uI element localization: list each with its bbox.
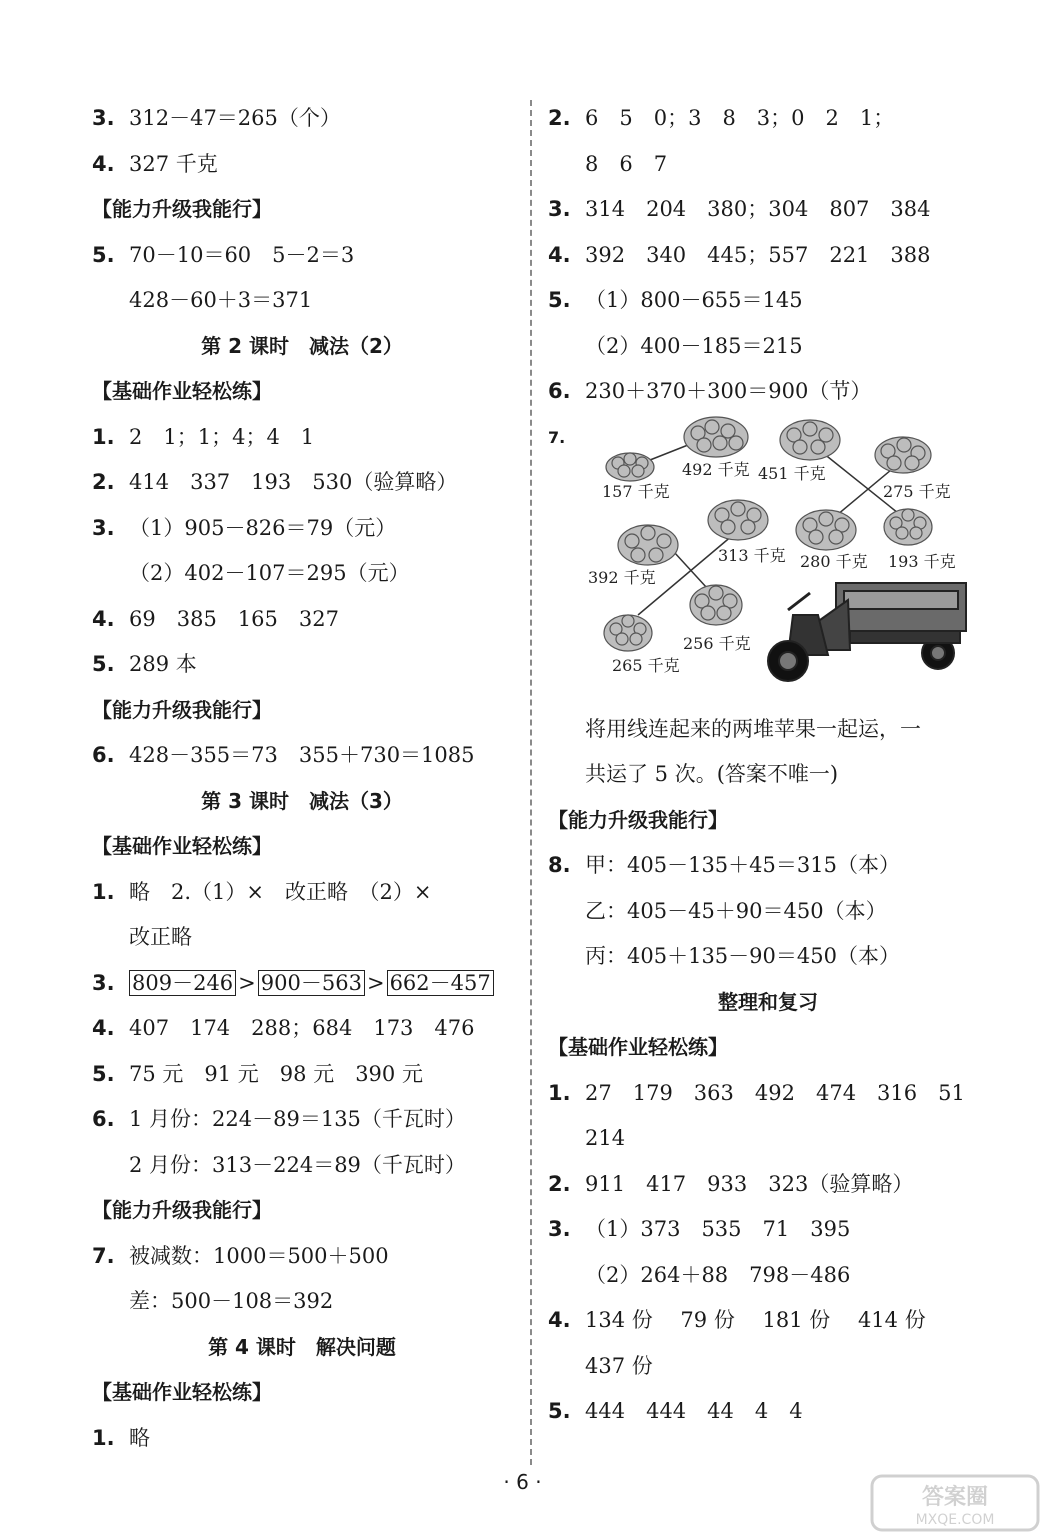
section-header: 【能力升级我能行】: [548, 807, 728, 832]
item-number: 4.: [548, 1308, 571, 1332]
answer-text: 被减数：1000＝500＋500: [129, 1243, 389, 1268]
item-number: 5.: [548, 1399, 571, 1423]
answer-line: [92, 460, 512, 506]
answer-text: 6 5 0；3 8 3；0 2 1；: [585, 106, 895, 130]
answer-line: [92, 642, 512, 688]
page-number: · 6 ·: [503, 1470, 542, 1494]
answer-line: [92, 1052, 512, 1098]
answer-line: [548, 843, 988, 889]
lesson-title: 整理和复习: [718, 989, 818, 1014]
section-header: 【基础作业轻松练】: [92, 834, 272, 858]
pile-label: 275 千克: [883, 481, 951, 501]
item-number: 6.: [92, 1107, 115, 1131]
answer-text: （1）800－655＝145: [585, 288, 803, 312]
answer-text: 312－47＝265（个）: [129, 106, 341, 130]
answer-line: [92, 1234, 512, 1280]
answer-text: 392 340 445；557 221 388: [585, 242, 931, 267]
answer-line: [548, 1071, 988, 1117]
apple-pile-492: [684, 417, 748, 457]
section-header: 【基础作业轻松练】: [92, 1380, 272, 1404]
item-number: 5.: [92, 652, 115, 676]
lesson-title: 第 3 课时 减法（3）: [201, 788, 403, 813]
item-number: 2.: [92, 470, 115, 494]
svg-text:MXQE.COM: MXQE.COM: [915, 1512, 995, 1528]
pile-label: 265 千克: [612, 655, 680, 675]
item-number: 4.: [92, 1016, 115, 1040]
item-number: 3.: [92, 515, 115, 540]
svg-text:答案圈: 答案圈: [921, 1485, 989, 1510]
item-number: 4.: [548, 242, 571, 267]
answer-continuation: 8 6 7: [585, 151, 668, 176]
lesson-title: 第 4 课时 解决问题: [208, 1334, 396, 1359]
pile-label: 157 千克: [602, 481, 670, 501]
answer-continuation: 差：500－108＝392: [129, 1289, 334, 1313]
answer-line: [92, 506, 512, 552]
pile-label: 313 千克: [718, 545, 786, 565]
apple-pile-313: [708, 500, 768, 540]
answer-line: [92, 1097, 512, 1143]
right-column: [548, 96, 988, 1435]
section-header: 【能力升级我能行】: [92, 197, 272, 221]
answer-continuation: 214: [585, 1126, 626, 1150]
item-number: 5.: [548, 288, 571, 312]
apple-pile-256: [690, 585, 742, 625]
answer-line: [92, 597, 512, 643]
pairing-line: [650, 445, 688, 460]
answer-text: 444 444 44 4 4: [585, 1399, 803, 1423]
answer-line: [92, 870, 512, 916]
answer-continuation: （2）264＋88 798－486: [585, 1262, 851, 1287]
answer-explanation: 将用线连起来的两堆苹果一起运，一: [585, 716, 921, 741]
apple-pile-392: [618, 525, 678, 565]
answer-text: 414 337 193 530（验算略）: [129, 470, 458, 494]
answer-line: [548, 278, 988, 324]
item-number: 6.: [92, 743, 115, 767]
greater-than-sign: >: [238, 970, 256, 995]
item-number: 1.: [548, 1080, 571, 1105]
answer-continuation: 437 份: [585, 1353, 653, 1378]
item-number: 7.: [92, 1243, 115, 1268]
answer-line: [548, 96, 988, 142]
item-number: 4.: [92, 606, 115, 631]
pile-label: 492 千克: [682, 459, 750, 479]
answer-text: 911 417 933 323（验算略）: [585, 1171, 914, 1196]
watermark-logo: [870, 1474, 1040, 1532]
answer-line: [548, 369, 988, 415]
answer-continuation: 2 月份：313－224＝89（千瓦时）: [129, 1152, 466, 1177]
item-number: 3.: [548, 1217, 571, 1241]
answer-line: [548, 1207, 988, 1253]
pile-label: 280 千克: [800, 551, 868, 571]
answer-line: [548, 1162, 988, 1208]
answer-explanation: 共运了 5 次。(答案不唯一): [585, 762, 839, 786]
answer-text: 134 份 79 份 181 份 414 份: [585, 1308, 926, 1332]
answer-text: （1）905－826＝79（元）: [129, 515, 397, 540]
answer-line: [92, 233, 512, 279]
answer-text: 27 179 363 492 474 316 51: [585, 1080, 965, 1105]
answer-line-comparison: [92, 961, 512, 1007]
answer-line: [92, 142, 512, 188]
answer-line: [92, 415, 512, 461]
item-number: 5.: [92, 1061, 115, 1086]
answer-continuation: 428－60＋3＝371: [129, 288, 313, 312]
answer-line: [92, 733, 512, 779]
item-number: 1.: [92, 879, 115, 904]
item-number: 3.: [92, 106, 115, 130]
apple-pile-451: [780, 420, 840, 460]
answer-line: [548, 187, 988, 233]
answer-text: 314 204 380；304 807 384: [585, 197, 931, 221]
answer-text: 230＋370＋300＝900（节）: [585, 379, 872, 403]
answer-text: 75 元 91 元 98 元 390 元: [129, 1061, 423, 1086]
answer-text: 2 1；1；4；4 1: [129, 424, 315, 449]
apple-pile-280: [796, 510, 856, 550]
answer-text: 70－10＝60 5－2＝3: [129, 242, 355, 267]
boxed-expression: 809－246: [129, 970, 236, 996]
item-number: 1.: [92, 1425, 115, 1450]
apple-pile-275: [875, 437, 931, 473]
answer-text: 327 千克: [129, 151, 218, 176]
answer-text: 69 385 165 327: [129, 606, 339, 631]
apple-pile-diagram: [548, 415, 988, 707]
pile-label: 256 千克: [683, 633, 751, 653]
item-number: 7.: [548, 427, 566, 447]
answer-line: [548, 1389, 988, 1435]
pile-label: 392 千克: [588, 567, 656, 587]
apple-pile-157: [606, 453, 654, 481]
apple-pile-265: [604, 615, 652, 651]
section-header: 【基础作业轻松练】: [92, 379, 272, 403]
boxed-expression: 900－563: [258, 970, 365, 996]
left-column: [92, 96, 512, 1461]
section-header: 【能力升级我能行】: [92, 697, 272, 722]
answer-text: 407 174 288；684 173 476: [129, 1016, 475, 1040]
answer-line: [92, 96, 512, 142]
answer-line: [548, 233, 988, 279]
answer-line: [548, 1298, 988, 1344]
apple-pile-193: [884, 509, 932, 545]
tricycle-truck-illustration: [768, 583, 966, 681]
section-header: 【基础作业轻松练】: [548, 1035, 728, 1059]
answer-text: 289 本: [129, 652, 197, 676]
answer-text: 略: [129, 1425, 150, 1450]
answer-text: 1 月份：224－89＝135（千瓦时）: [129, 1107, 466, 1131]
answer-text: 428－355＝73 355＋730＝1085: [129, 743, 475, 767]
answer-line: [92, 1006, 512, 1052]
item-number: 4.: [92, 151, 115, 176]
item-number: 3.: [548, 197, 571, 221]
answer-continuation: （2）402－107＝295（元）: [129, 561, 410, 585]
answer-text: 略 2.（1）× 改正略 （2）×: [129, 879, 432, 904]
answer-continuation: 改正略: [129, 925, 192, 949]
greater-than-sign: >: [366, 970, 385, 995]
pile-label: 451 千克: [758, 463, 826, 483]
section-header: 【能力升级我能行】: [92, 1198, 272, 1222]
item-number: 2.: [548, 1171, 571, 1196]
item-number: 6.: [548, 379, 571, 403]
answer-continuation: （2）400－185＝215: [585, 333, 803, 358]
item-number: 2.: [548, 106, 571, 130]
item-number: 3.: [92, 970, 115, 995]
answer-text: 甲：405－135＋45＝315（本）: [585, 853, 900, 877]
boxed-expression: 662－457: [387, 970, 494, 996]
answer-continuation: 乙：405－45＋90＝450（本）: [585, 898, 887, 923]
item-number: 5.: [92, 242, 115, 267]
lesson-title: 第 2 课时 减法（2）: [201, 333, 403, 358]
item-number: 8.: [548, 853, 571, 877]
pile-label: 193 千克: [888, 551, 956, 571]
apple-pile-figure: [588, 415, 968, 705]
answer-text: （1）373 535 71 395: [585, 1217, 851, 1241]
answer-line: [92, 1416, 512, 1462]
answer-continuation: 丙：405＋135－90＝450（本）: [585, 944, 900, 968]
item-number: 1.: [92, 424, 115, 449]
column-divider: [530, 100, 532, 1465]
